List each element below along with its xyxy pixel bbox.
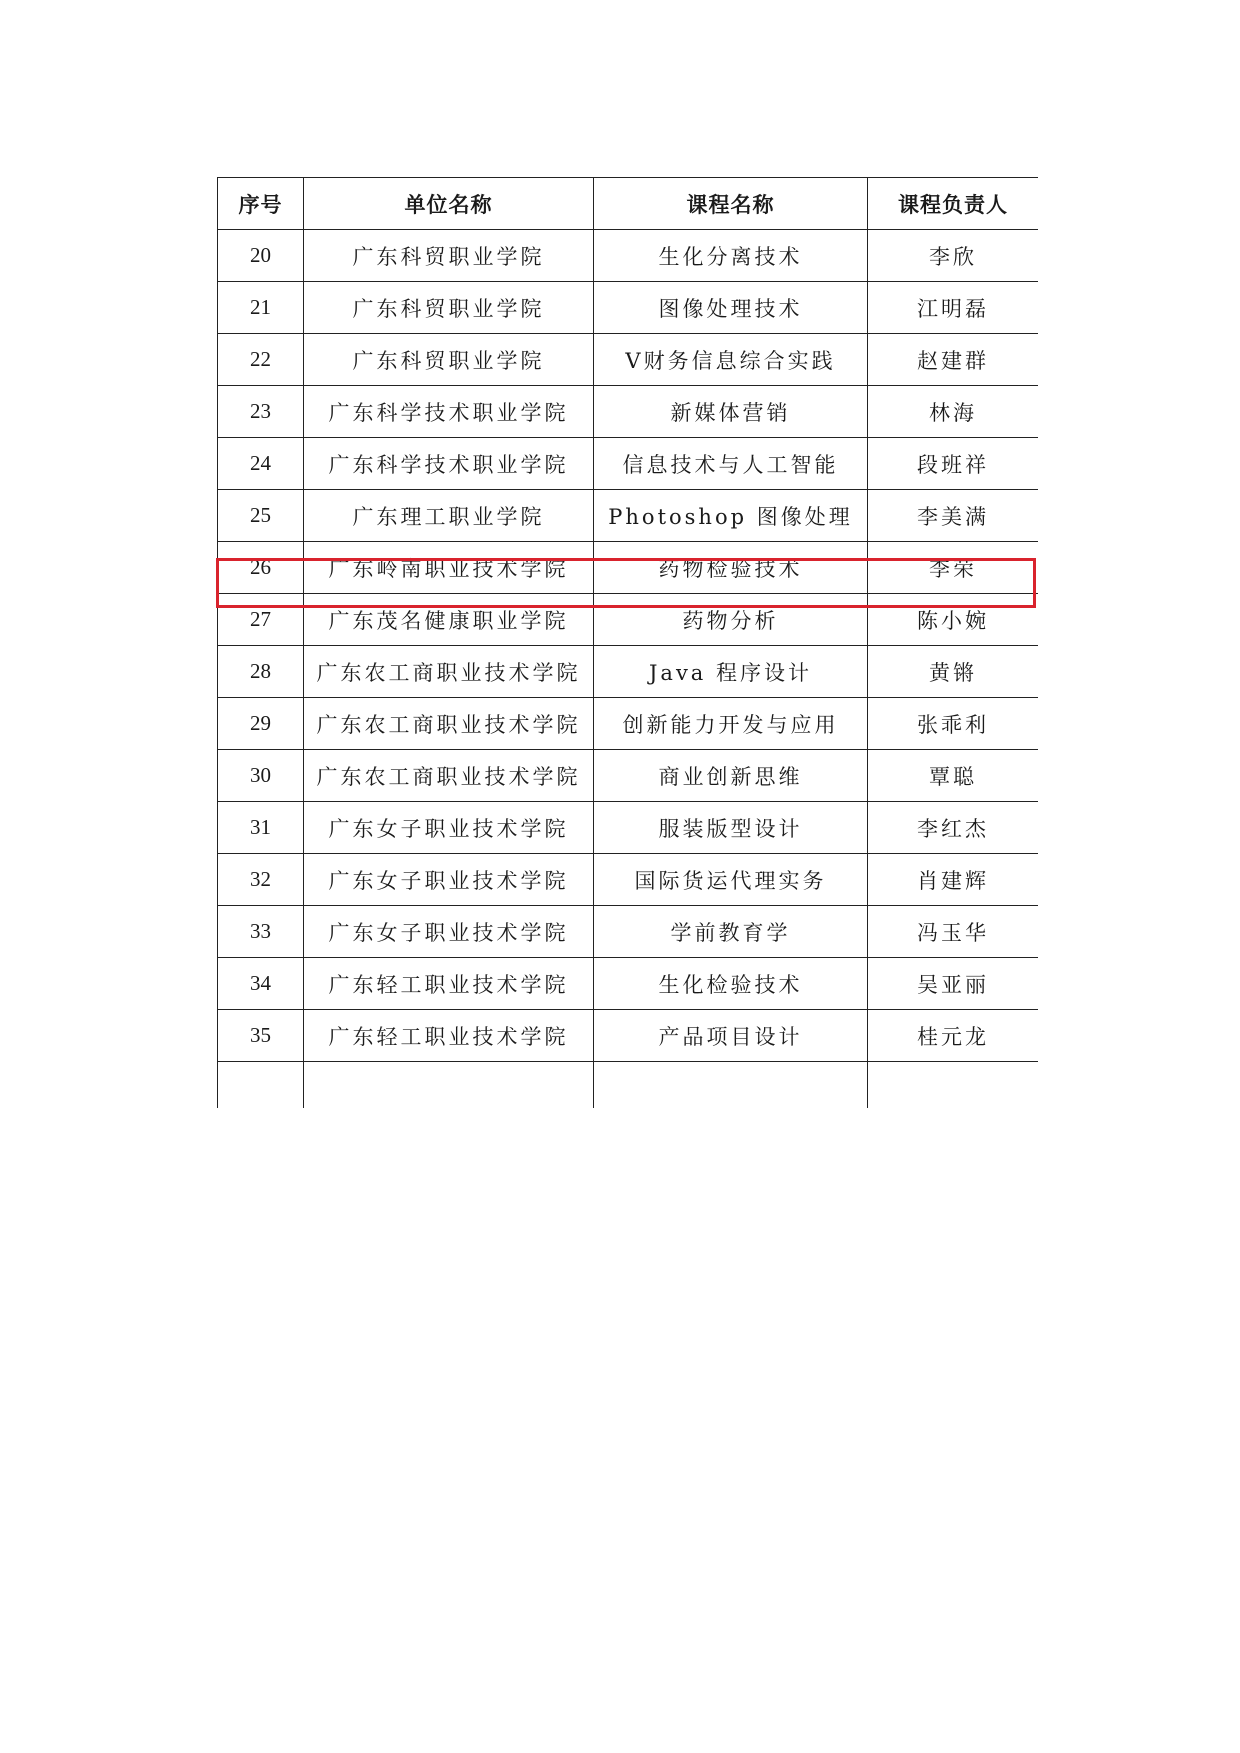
cell-unit-name: 广东农工商职业技术学院 <box>304 750 594 802</box>
cell-course-leader: 冯玉华 <box>868 906 1039 958</box>
table-row <box>218 958 1039 1010</box>
table-row <box>218 334 1039 386</box>
cell-course-leader: 林海 <box>868 386 1039 438</box>
cell-unit-name: 广东科贸职业学院 <box>304 334 594 386</box>
table-row <box>218 282 1039 334</box>
table-row <box>218 854 1039 906</box>
header-serial-number: 序号 <box>218 178 304 230</box>
cell-serial-number: 20 <box>218 230 304 282</box>
cell-course-leader: 黄锵 <box>868 646 1039 698</box>
cell-course-name: 生化检验技术 <box>594 958 868 1010</box>
cell-serial-number: 34 <box>218 958 304 1010</box>
cell-unit-name: 广东轻工职业技术学院 <box>304 1010 594 1062</box>
cell-course-leader: 肖建辉 <box>868 854 1039 906</box>
cell-serial-number: 21 <box>218 282 304 334</box>
cell-serial-number: 30 <box>218 750 304 802</box>
cell-serial-number: 28 <box>218 646 304 698</box>
cell-course-name: Photoshop 图像处理 <box>594 490 868 542</box>
table-row <box>218 646 1039 698</box>
cell-course-leader: 李美满 <box>868 490 1039 542</box>
header-unit-name: 单位名称 <box>304 178 594 230</box>
course-table-container <box>217 177 1038 1108</box>
header-course-leader: 课程负责人 <box>868 178 1039 230</box>
cell-course-leader: 吴亚丽 <box>868 958 1039 1010</box>
table-row <box>218 386 1039 438</box>
cell-empty <box>868 1062 1039 1109</box>
cell-unit-name: 广东农工商职业技术学院 <box>304 646 594 698</box>
cell-course-leader: 陈小婉 <box>868 594 1039 646</box>
cell-unit-name: 广东女子职业技术学院 <box>304 802 594 854</box>
cell-unit-name: 广东茂名健康职业学院 <box>304 594 594 646</box>
cell-unit-name: 广东轻工职业技术学院 <box>304 958 594 1010</box>
cell-unit-name: 广东科学技术职业学院 <box>304 386 594 438</box>
cell-unit-name: 广东科贸职业学院 <box>304 230 594 282</box>
cell-course-name: 生化分离技术 <box>594 230 868 282</box>
table-body <box>218 230 1039 1109</box>
cell-course-name: 国际货运代理实务 <box>594 854 868 906</box>
cell-course-leader: 李红杰 <box>868 802 1039 854</box>
table-row <box>218 698 1039 750</box>
cell-serial-number: 24 <box>218 438 304 490</box>
cell-course-name: 商业创新思维 <box>594 750 868 802</box>
cell-course-name: 图像处理技术 <box>594 282 868 334</box>
cell-serial-number: 25 <box>218 490 304 542</box>
table-row <box>218 230 1039 282</box>
table-row <box>218 438 1039 490</box>
cell-serial-number: 32 <box>218 854 304 906</box>
cell-serial-number: 29 <box>218 698 304 750</box>
cell-serial-number: 31 <box>218 802 304 854</box>
cell-unit-name: 广东女子职业技术学院 <box>304 906 594 958</box>
cell-serial-number: 22 <box>218 334 304 386</box>
cell-unit-name: 广东女子职业技术学院 <box>304 854 594 906</box>
cell-serial-number: 26 <box>218 542 304 594</box>
cell-unit-name: 广东理工职业学院 <box>304 490 594 542</box>
table-row <box>218 490 1039 542</box>
table-row <box>218 906 1039 958</box>
cell-course-name: 药物检验技术 <box>594 542 868 594</box>
cell-serial-number: 27 <box>218 594 304 646</box>
cell-course-leader: 段班祥 <box>868 438 1039 490</box>
cell-course-name: 药物分析 <box>594 594 868 646</box>
cell-empty <box>218 1062 304 1109</box>
cell-course-leader: 李荣 <box>868 542 1039 594</box>
cell-course-name: 产品项目设计 <box>594 1010 868 1062</box>
cell-unit-name: 广东农工商职业技术学院 <box>304 698 594 750</box>
table-row <box>218 750 1039 802</box>
cell-course-leader: 张乖利 <box>868 698 1039 750</box>
cell-course-leader: 赵建群 <box>868 334 1039 386</box>
cell-course-name: Java 程序设计 <box>594 646 868 698</box>
cell-serial-number: 33 <box>218 906 304 958</box>
cell-empty <box>304 1062 594 1109</box>
table-row-highlighted <box>218 542 1039 594</box>
cell-course-leader: 李欣 <box>868 230 1039 282</box>
cell-course-leader: 覃聪 <box>868 750 1039 802</box>
table-row <box>218 1010 1039 1062</box>
cell-serial-number: 23 <box>218 386 304 438</box>
cell-course-name: 服装版型设计 <box>594 802 868 854</box>
cell-unit-name: 广东科贸职业学院 <box>304 282 594 334</box>
cell-serial-number: 35 <box>218 1010 304 1062</box>
table-row-cutoff <box>218 1062 1039 1109</box>
course-table <box>217 177 1038 1108</box>
cell-unit-name: 广东科学技术职业学院 <box>304 438 594 490</box>
table-row <box>218 802 1039 854</box>
cell-course-name: 学前教育学 <box>594 906 868 958</box>
cell-course-name: V财务信息综合实践 <box>594 334 868 386</box>
cell-course-name: 创新能力开发与应用 <box>594 698 868 750</box>
header-course-name: 课程名称 <box>594 178 868 230</box>
table-row <box>218 594 1039 646</box>
cell-course-leader: 江明磊 <box>868 282 1039 334</box>
cell-unit-name: 广东岭南职业技术学院 <box>304 542 594 594</box>
cell-course-name: 信息技术与人工智能 <box>594 438 868 490</box>
cell-course-name: 新媒体营销 <box>594 386 868 438</box>
cell-empty <box>594 1062 868 1109</box>
table-header-row <box>218 178 1039 230</box>
cell-course-leader: 桂元龙 <box>868 1010 1039 1062</box>
